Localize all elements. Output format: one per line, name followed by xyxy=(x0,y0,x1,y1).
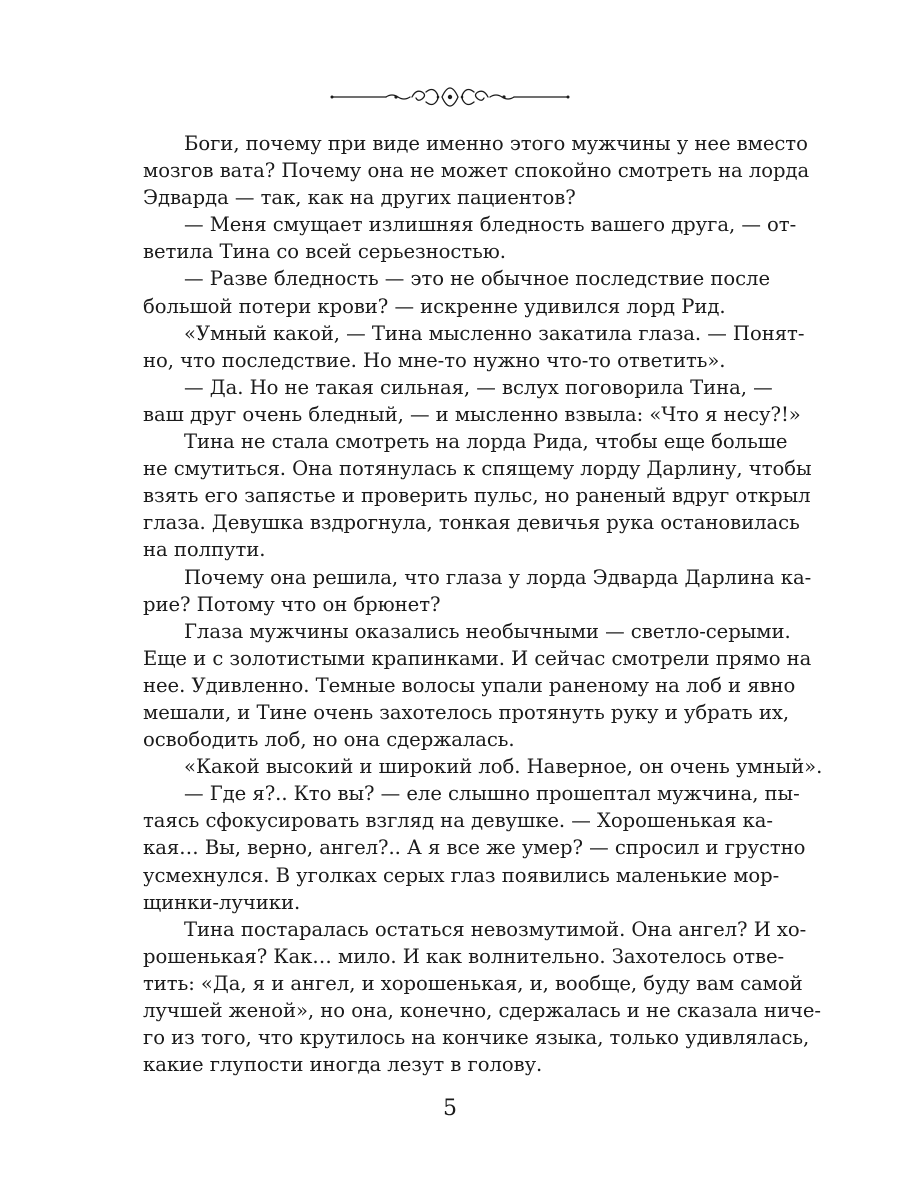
text-line: Почему она решила, что глаза у лорда Эдварда Дарлина ка- xyxy=(184,565,812,589)
text-line: какие глупости иногда лезут в голову. xyxy=(143,1053,543,1077)
text-line: — Где я?.. Кто вы? — еле слышно прошептал мужчина, пы- xyxy=(184,782,800,806)
text-line: глаза. Девушка вздрогнула, тонкая девичья рука остановилась xyxy=(143,511,800,535)
text-line: «Умный какой, — Тина мысленно закатила глаза. — Понят- xyxy=(184,321,805,345)
text-line: кая… Вы, верно, ангел?.. А я все же умер? — спросил и грустно xyxy=(143,836,806,860)
text-line: Эдварда — так, как на других пациентов? xyxy=(143,186,576,210)
text-line: Боги, почему при виде именно этого мужчины у нее вместо xyxy=(184,132,808,155)
text-line: го из того, что крутилось на кончике языка, только удивлялась, xyxy=(143,1026,810,1050)
text-line: «Какой высокий и широкий лоб. Наверное, он очень умный». xyxy=(184,755,823,779)
text-line: — Меня смущает излишняя бледность вашего друга, — от- xyxy=(184,213,797,237)
text-line: Еще и с золотистыми крапинками. И сейчас смотрели прямо на xyxy=(143,646,812,670)
text-line: мешали, и Тине очень захотелось протянуть руку и убрать их, xyxy=(143,700,790,724)
text-line: — Да. Но не такая сильная, — вслух поговорила Тина, — xyxy=(184,375,773,399)
text-line: Тина не стала смотреть на лорда Рида, чтобы еще больше xyxy=(184,430,788,454)
text-line: ветила Тина со всей серьезностью. xyxy=(143,240,506,264)
text-line: большой потери крови? — искренне удивился лорд Рид. xyxy=(143,294,726,318)
text-line: усмехнулся. В уголках серых глаз появились маленькие мор- xyxy=(143,863,780,887)
text-line: но, что последствие. Но мне-то нужно что-то ответить». xyxy=(143,348,726,372)
text-line: щинки-лучики. xyxy=(143,890,301,914)
text-line: взять его запястье и проверить пульс, но раненый вдруг открыл xyxy=(143,484,811,508)
page-number: 5 xyxy=(443,1096,457,1121)
text-line: освободить лоб, но она сдержалась. xyxy=(143,728,515,752)
text-line: рие? Потому что он брюнет? xyxy=(143,592,441,616)
text-line: — Разве бледность — это не обычное последствие после xyxy=(184,267,770,291)
text-line: нее. Удивленно. Темные волосы упали раненому на лоб и явно xyxy=(143,673,796,697)
text-line: тить: «Да, я и ангел, и хорошенькая, и, вообще, буду вам самой xyxy=(143,971,803,995)
text-line: рошенькая? Как… мило. И как волнительно. Захотелось отве- xyxy=(143,944,785,968)
ornament-divider-icon xyxy=(330,82,570,112)
text-line: таясь сфокусировать взгляд на девушке. — Хорошенькая ка- xyxy=(143,809,773,833)
text-line: ваш друг очень бледный, — и мысленно взвыла: «Что я несу?!» xyxy=(143,402,801,426)
text-line: лучшей женой», но она, конечно, сдержалась и не сказала ниче- xyxy=(143,999,821,1022)
text-line: Глаза мужчины оказались необычными — светло-серыми. xyxy=(184,619,791,643)
text-line: на полпути. xyxy=(143,538,266,562)
body-text xyxy=(143,130,823,1078)
text-line: мозгов вата? Почему она не может спокойно смотреть на лорда xyxy=(143,159,810,183)
text-line: Тина постаралась остаться невозмутимой. Она ангел? И хо- xyxy=(184,917,807,941)
text-line: не смутиться. Она потянулась к спящему лорду Дарлину, чтобы xyxy=(143,457,812,481)
